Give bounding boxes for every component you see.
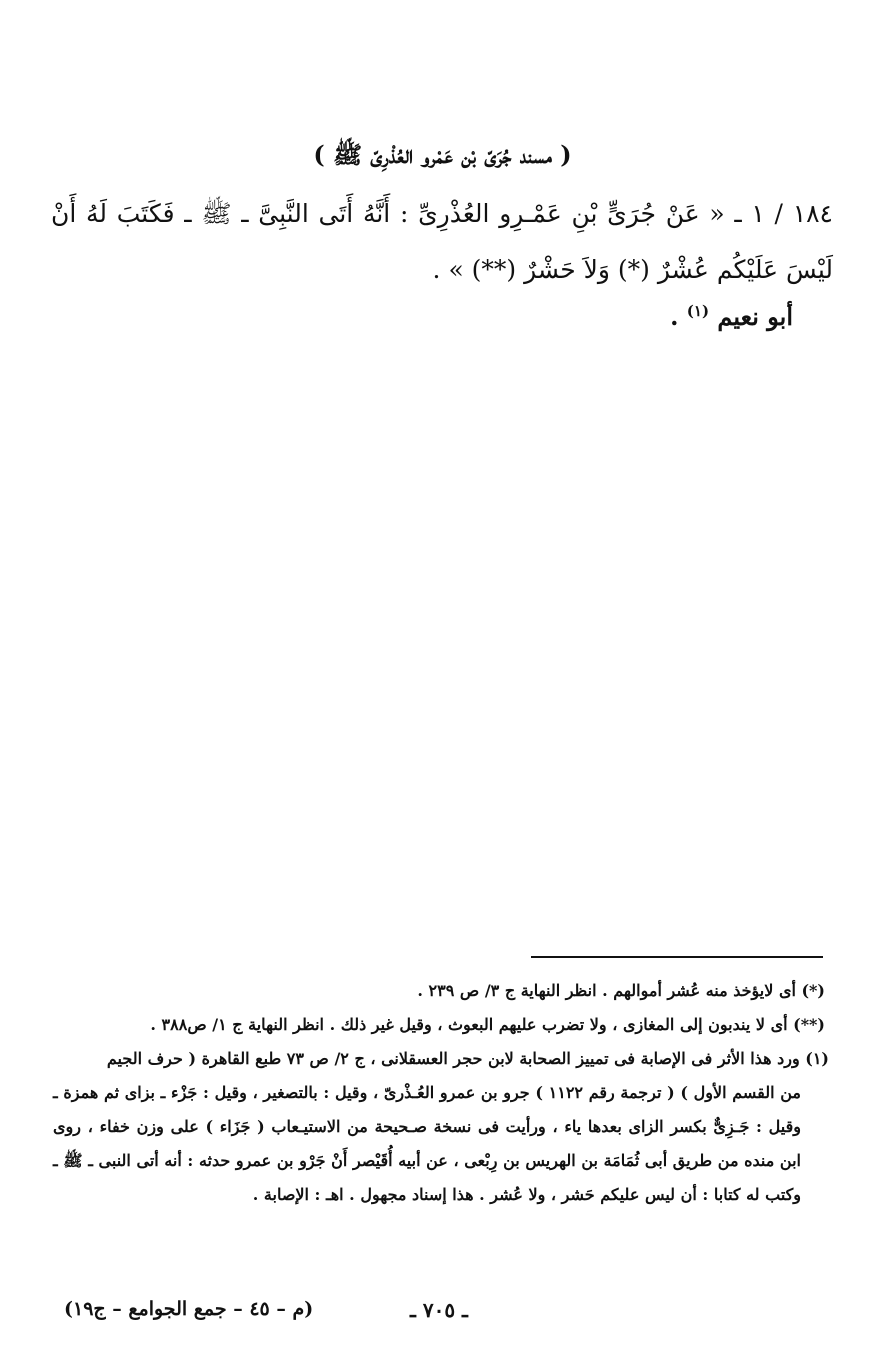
footnote-separator bbox=[531, 956, 823, 958]
printer-signature: (م – ٤٥ – جمع الجوامع – ج١٩) bbox=[64, 1298, 314, 1320]
footnote-star-1: (*) أى لايؤخذ منه عُشر أموالهم . انظر النهاية ج ٣/ ص ٢٣٩ . bbox=[417, 981, 825, 1000]
attribution-end: . bbox=[670, 302, 687, 331]
footnote-1-continuation: من القسم الأول ) ( ترجمة رقم ١١٢٢ ) جرو بن عمرو العُـذْرىّ ، وقيل : بالتصغير ، وقيل : جَزْء ـ بزاى ثم همزة ـ وقيل : جَـزِىٌّ بكسر الزاى بعدها ياء ، ورأيت فى نسخة صـحيحة من الاستيـعاب ( جَزَاء ) على وزن خفاء ، روى ابن منده من طريق أبى ثُمَامَة بن الهريس بن رِبْعى ، عن أبيه أُقَيْصر أَنْ جَرْو بن عمرو حدثه : أنه أتى النبى ـ ﷺ ـ وكتب له كتابا : أن ليس عليكم حَشر ، ولا عُشر . هذا إسناد مجهول . اهـ : الإصابة . bbox=[53, 1083, 802, 1204]
footnote-star-2: (**) أى لا يندبون إلى المغازى ، ولا تضرب عليهم البعوث ، وقيل غير ذلك . انظر النهاية ج ١/ ص٣٨٨ . bbox=[150, 1015, 825, 1034]
footnote-1-first-line: (١) ورد هذا الأثر فى الإصابة فى تمييز الصحابة لابن حجر العسقلانى ، ج ٢/ ص ٧٣ طبع القاهرة ( حرف الجيم bbox=[106, 1049, 829, 1068]
attribution bbox=[670, 302, 793, 331]
page-number: ـ ٧٠٥ ـ bbox=[410, 1298, 468, 1322]
footnote-1 bbox=[53, 1042, 829, 1212]
hadith-text: ١٨٤ / ١ ـ « عَنْ جُرَىٍّ بْنِ عَمْـرِو العُذْرِىِّ : أَنَّهُ أَتَى النَّبِىَّ ـ ﷺ ـ فَكَتَبَ لَهُ أَنْ لَيْسَ عَلَيْكُم عُشْرٌ (*) وَلاَ حَشْرٌ (**) » . bbox=[51, 199, 833, 284]
attribution-source: أبو نعيم bbox=[717, 302, 793, 331]
footnote-ref: (١) bbox=[686, 302, 710, 320]
section-title: ( مسند جُرَىّ بْن عَمْرو العُذْرِىّ ﷺ ) bbox=[313, 140, 572, 169]
footnotes bbox=[53, 974, 829, 1212]
